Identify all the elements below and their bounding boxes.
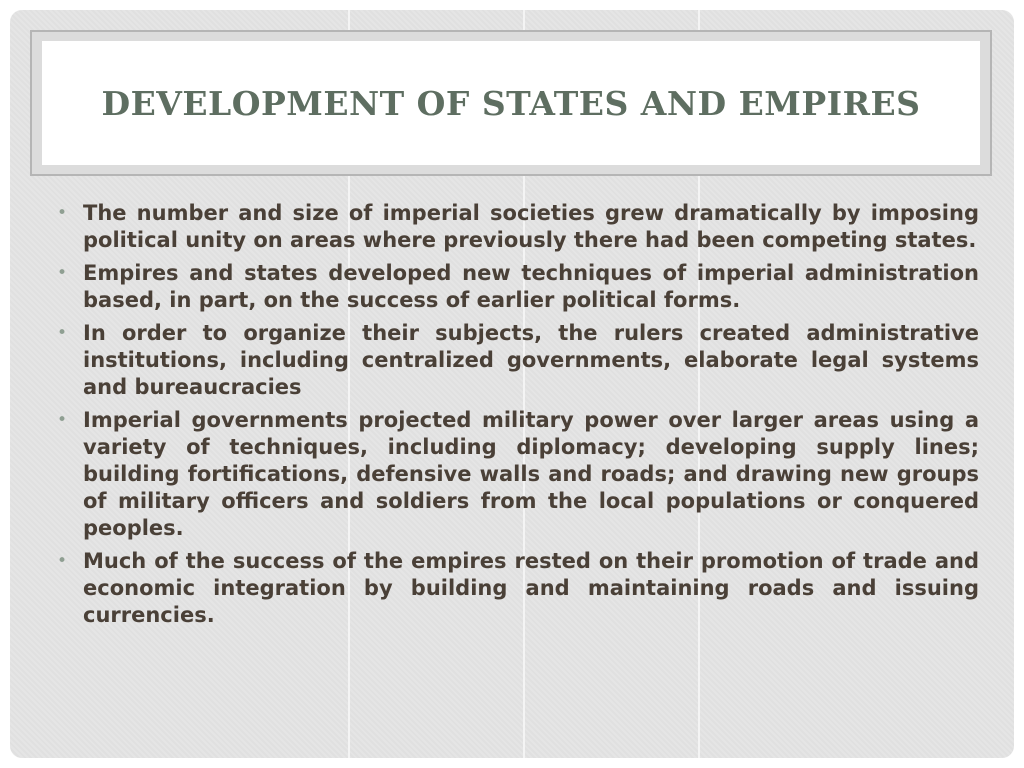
bullet-item xyxy=(55,260,979,314)
bullet-item xyxy=(55,320,979,401)
bullet-icon: • xyxy=(57,323,68,343)
bullet-text: Empires and states developed new techniques of imperial administration based, in part, on the success of earlier political forms. xyxy=(83,261,979,312)
bullet-icon: • xyxy=(57,551,68,571)
bullet-item xyxy=(55,407,979,542)
slide-title: DEVELOPMENT OF STATES AND EMPIRES xyxy=(101,83,921,123)
title-frame xyxy=(30,30,992,176)
bullet-item xyxy=(55,200,979,254)
bullet-text: Much of the success of the empires rested on their promotion of trade and economic integration by building and maintaining roads and issuing currencies. xyxy=(83,549,979,627)
title-box xyxy=(42,41,980,165)
bullet-text: In order to organize their subjects, the rulers created administrative institutions, including centralized governments, elaborate legal systems and bureaucracies xyxy=(83,321,979,399)
bullet-icon: • xyxy=(57,263,68,283)
bullet-list xyxy=(55,200,979,635)
bullet-icon: • xyxy=(57,410,68,430)
bullet-text: Imperial governments projected military power over larger areas using a variety of techniques, including diplomacy; developing supply lines; building fortifications, defensive walls and roads; and drawing new groups of military officers and soldiers from the local populations or conquered peoples. xyxy=(83,408,979,540)
slide xyxy=(10,10,1014,758)
bullet-text: The number and size of imperial societies grew dramatically by imposing political unity on areas where previously there had been competing states. xyxy=(83,201,979,252)
bullet-icon: • xyxy=(57,203,68,223)
bullet-item xyxy=(55,548,979,629)
